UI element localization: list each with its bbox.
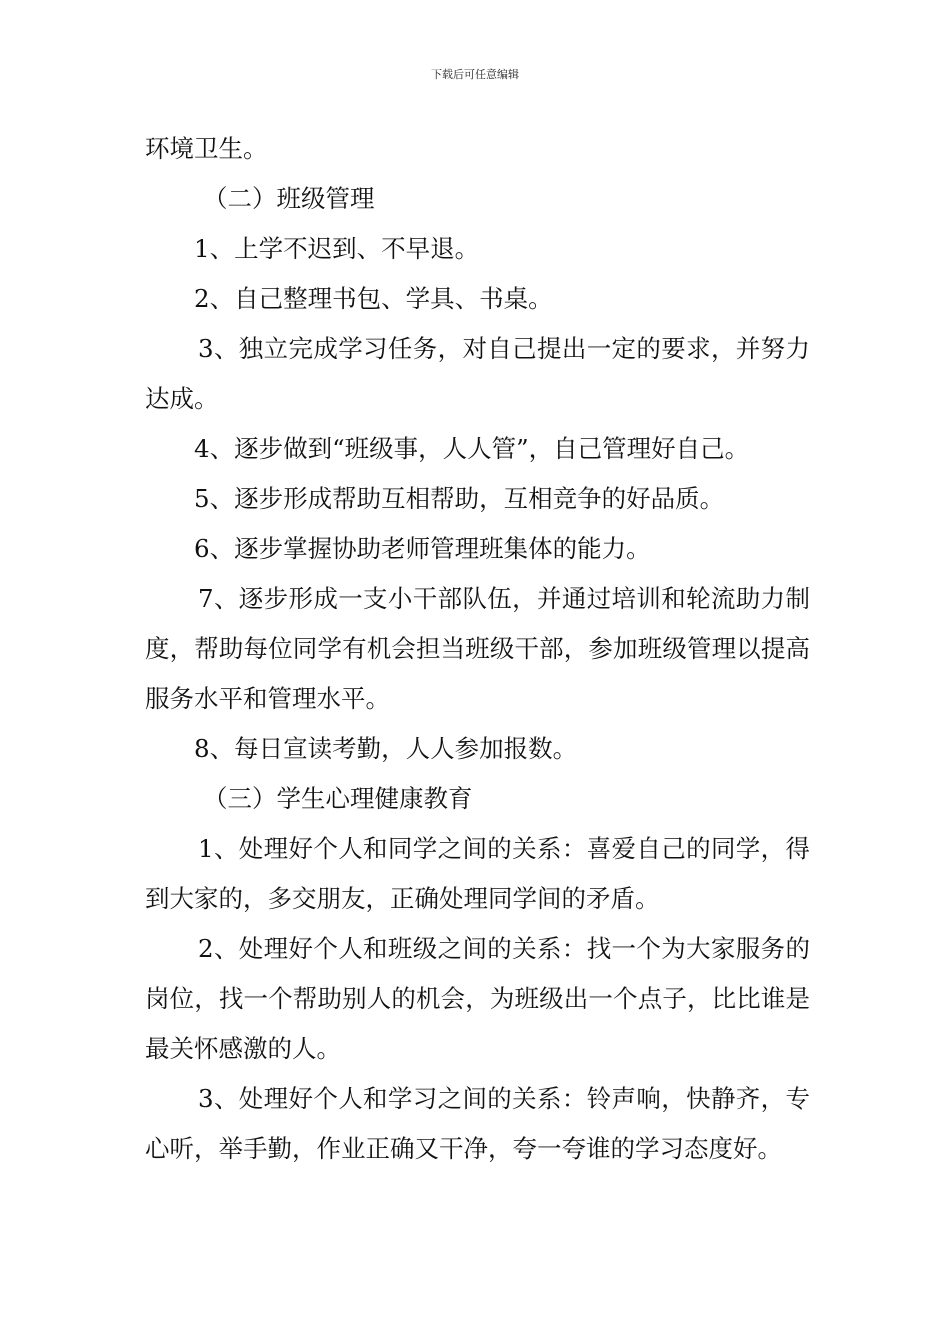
page-header: 下载后可任意编辑 xyxy=(431,68,519,81)
paragraph-continuation: 环境卫生。 xyxy=(145,134,268,163)
list-item: 3、独立完成学习任务，对自己提出一定的要求，并努力达成。 xyxy=(145,334,810,413)
list-item: 4、逐步做到“班级事，人人管”，自己管理好自己。 xyxy=(194,434,750,463)
section-heading-class-management: （二）班级管理 xyxy=(203,184,375,213)
list-item: 6、逐步掌握协助老师管理班集体的能力。 xyxy=(194,534,651,563)
list-item: 8、每日宣读考勤，人人参加报数。 xyxy=(194,734,578,763)
list-item: 7、逐步形成一支小干部队伍，并通过培训和轮流助力制度，帮助每位同学有机会担当班级干部，参加班级管理以提高服务水平和管理水平。 xyxy=(145,584,810,713)
list-item: 3、处理好个人和学习之间的关系：铃声响，快静齐，专心听，举手勤，作业正确又干净，夸一夸谁的学习态度好。 xyxy=(145,1084,810,1163)
list-item: 2、自己整理书包、学具、书桌。 xyxy=(194,284,553,313)
list-item: 5、逐步形成帮助互相帮助，互相竞争的好品质。 xyxy=(194,484,725,513)
section-heading-mental-health: （三）学生心理健康教育 xyxy=(203,784,473,813)
list-item: 2、处理好个人和班级之间的关系：找一个为大家服务的岗位，找一个帮助别人的机会，为班级出一个点子，比比谁是最关怀感激的人。 xyxy=(145,934,810,1063)
document-body xyxy=(145,124,810,1174)
list-item: 1、上学不迟到、不早退。 xyxy=(194,234,480,263)
list-item: 1、处理好个人和同学之间的关系：喜爱自己的同学，得到大家的，多交朋友，正确处理同学间的矛盾。 xyxy=(145,834,810,913)
